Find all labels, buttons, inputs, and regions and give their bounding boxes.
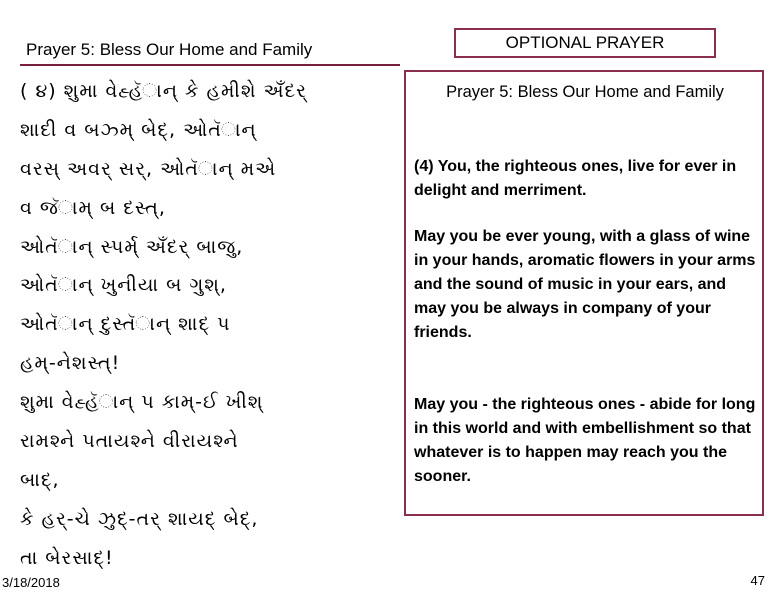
prayer-line: હમ્-નેશસ્ત્! bbox=[20, 352, 121, 375]
prayer-line: કે હર્-ચે ઝુદ્-તર્ શાયદ્ બેદ્, bbox=[20, 507, 259, 530]
translation-paragraph: (4) You, the righteous ones, live for ever in delight and merriment. bbox=[414, 158, 737, 199]
page-number: 47 bbox=[750, 573, 765, 588]
prayer-line: રામશ્ને પતાયશ્ને વીરાયશ્ને bbox=[20, 430, 239, 453]
prayer-line: શાદી વ બઝ્મ્ બેદ્, ઓતૅાન્ bbox=[20, 118, 257, 141]
prayer-line: ઓતૅાન્ દુસ્તૅાન્ શાદ્ પ bbox=[20, 313, 231, 336]
translation-paragraph: May you - the righteous ones - abide for long in this world and with embellishment so that whatever is to happen may reach you the sooner. bbox=[414, 396, 756, 485]
translation-paragraph: May you be ever young, with a glass of wine in your hands, aromatic flowers in your arms and the sound of music in your ears, and may you be always in company of your friends. bbox=[414, 228, 756, 341]
prayer-line: શુમા વેહ્હૅાન્ પ કામ્-ઈ ખીશ્ bbox=[20, 391, 264, 414]
translation-subtitle: Prayer 5: Bless Our Home and Family bbox=[446, 83, 724, 101]
left-title: Prayer 5: Bless Our Home and Family bbox=[26, 40, 313, 59]
prayer-line: વરસ્ અવર્ સર્, ઓતૅાન્ મએ bbox=[20, 157, 277, 180]
prayer-line: બાદ્, bbox=[20, 468, 60, 491]
title-underline bbox=[20, 64, 400, 66]
prayer-line: તા બેરસાદ્! bbox=[20, 546, 114, 569]
prayer-line: ઓતૅાન્ સ્પર્મ્ અઁદર્ બાજુ, bbox=[20, 235, 244, 258]
footer-date: 3/18/2018 bbox=[2, 575, 60, 590]
prayer-line: વ જૅામ્ બ દસ્ત્, bbox=[20, 196, 166, 219]
optional-prayer-header: OPTIONAL PRAYER bbox=[454, 28, 716, 58]
prayer-line: ઓતૅાન્ ખુનીયા બ ગુશ્, bbox=[20, 274, 227, 297]
gujarati-prayer-text bbox=[20, 72, 400, 578]
prayer-line: ( ૪) શુમા વેહ્હૅાન્ કે હમીશે અઁદર્ bbox=[20, 80, 308, 102]
